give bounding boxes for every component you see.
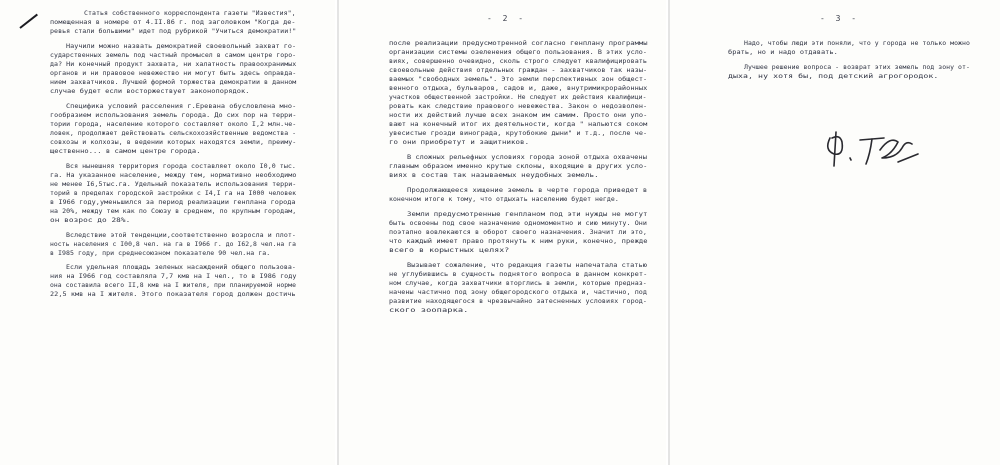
text-line: дыха, ну хотя бы, под детский агрогородок. [728,73,939,80]
text-line: щественно... в самом центре города. [50,148,201,155]
text-line: Научили можно назвать демократией своевольный захват го- [66,43,297,50]
text-line: в I966 году,уменьшился за период реализации генплана города [50,199,296,206]
document-page-1 [0,0,335,465]
text-line: га. На указанное население, между тем, нормативно необходимо [50,172,297,179]
text-line: он возрос до 28%. [50,217,131,224]
text-line: Специфика условий расселения г.Еревана обусловлена мно- [66,103,297,110]
text-line: Вследствие этой тенденции,соответственно возросла и плот- [66,232,296,239]
text-line: поэтапно вовлекаются в оборот своего назначения. Значит ли это, [389,229,647,236]
text-line: после реализации предусмотренной согласно генплану программы [389,40,648,47]
text-line: ваемых "свободных земель". Это земли перспективных зон общест- [389,76,648,83]
text-line: на 20%, между тем как по Союзу в среднем, по крупным городам, [50,208,297,215]
text-line: развитие находящегося в чрезвычайно затесненных условиях город- [389,298,647,305]
pen-mark [19,14,38,29]
text-line: ского зоопарка. [389,307,469,314]
text-line: ности их действий лучше всех знаком им самим. Просто они упо- [389,112,648,119]
text-line: быть освоены под свое назначение одномоментно и сию минуту. Они [389,220,647,227]
text-line: органов и ни правовое невежество ни могут быть здесь оправда- [50,70,297,77]
text-line: ревья стали большими" идет под рубрикой "Учиться демократии!" [50,28,297,35]
text-line: гообразием использования земель города. До сих пор на терри- [50,112,297,119]
page-number: - 2 - [487,14,527,23]
text-line: ность населения с I00,8 чел. на га в I966 г. до I62,8 чел.на га [50,241,296,248]
text-line: она составила всего II,8 кмв на I жителя, при планируемой норме [50,282,296,289]
text-line: венного отдыха, бульваров, садов и, даже, внутримикрорайонных [389,85,648,92]
text-line: увесистые грозди винограда, крутобокие дыни" и т.д., после че- [389,130,648,137]
text-line: нием захватчиков. Лучшей формой торжества демократии в данном [50,79,297,86]
text-line: в I985 году, при среднесоюзном показателе 90 чел.на га. [50,250,271,257]
text-line: тории города, население которого составляет около I,2 млн.че- [50,121,297,128]
text-line: не менее I6,5тыс.га. Удельный показатель использования терри- [50,181,297,188]
text-line: го они приобретут и защитников. [389,139,530,146]
text-line: В сложных рельефных условиях города зоной отдыха охвачены [407,154,647,161]
text-line: что каждый имеет право протянуть к ним руки, конечно, прежде [389,238,648,245]
text-line: сударственных земель под частный промысел в самом центре горо- [50,52,297,59]
text-line: помещенная в номере от 4.II.86 г. под заголовком "Когда де- [50,19,296,26]
text-line: Статья собственного корреспондента газеты "Известия", [84,10,296,17]
text-line: не углубившись в сущность поднятого вопроса в данном конкрет- [389,271,648,278]
text-line: Лучшее решение вопроса - возврат этих земель под зону от- [744,64,970,71]
text-line: совхозы и колхозы, в ведении которых находятся земли, преиму- [50,139,297,146]
text-line: торий в пределах городской застройки с I4,I га на I000 человек [50,190,297,197]
text-line: всего в корыстных целях? [389,247,510,254]
text-line: брать, но и надо отдавать. [728,49,838,56]
text-line: ния на I966 год составляла 7,7 кмв на I чел., то в I986 году [50,273,297,280]
text-line: да? Ни конечный продукт захвата, ни халатность правоохранимых [50,61,297,68]
text-line: вают на конечный итог их деятельности, когда " нальются соком [389,121,648,128]
text-line: Надо, чтобы люди эти поняли, что у города не только можно [744,40,970,47]
page-number: - 3 - [820,14,860,23]
text-line: начены частично под зону общегородского отдыха и, частично, под [389,289,647,296]
text-line: ловек, продолжает действовать сельскохозяйственные ведомства - [50,130,297,137]
text-line: Продолжающееся хищение земель в черте города приведет в [407,187,648,194]
text-line: участков общественной застройки. Не следует их действия квалифици- [389,94,647,101]
text-line: виях в состав так называемых неудобных земель. [389,172,599,179]
text-line: Земли предусмотренные генпланом под эти нужды не могут [407,211,648,218]
text-line: случае будет если восторжествует законопорядок. [50,88,250,95]
text-line: Вызывает сожаление, что редакция газеты напечатала статью [407,262,647,269]
text-line: виях, совершенно очевидно, сколь строго следует квалифицировать [389,58,647,65]
text-line: ровать как следствие правового невежества. Закон о недозволен- [389,103,648,110]
text-line: ном случае, когда захватчики вторглись в земли, которые предназ- [389,280,647,287]
text-line: конечном итоге к тому, что отдыхать населению будет негде. [389,196,619,203]
handwritten-signature [820,128,930,172]
text-line: 22,5 кмв на I жителя. Этого показателя город должен достичь [50,291,296,298]
text-line: главным образом именно крутые склоны, входящие в других усло- [389,163,648,170]
document-page-2 [337,0,666,465]
text-line: своевольные действия отдельных граждан - захватчиков так назы- [389,67,648,74]
text-line: Если удельная площадь зеленых насаждений общего пользова- [66,264,296,271]
document-page-3 [668,0,1000,465]
text-line: Вся нынешняя территория города составляет около I0,0 тыс. [66,163,296,170]
text-line: организации системы озеленения общего пользования. В этих усло- [389,49,647,56]
